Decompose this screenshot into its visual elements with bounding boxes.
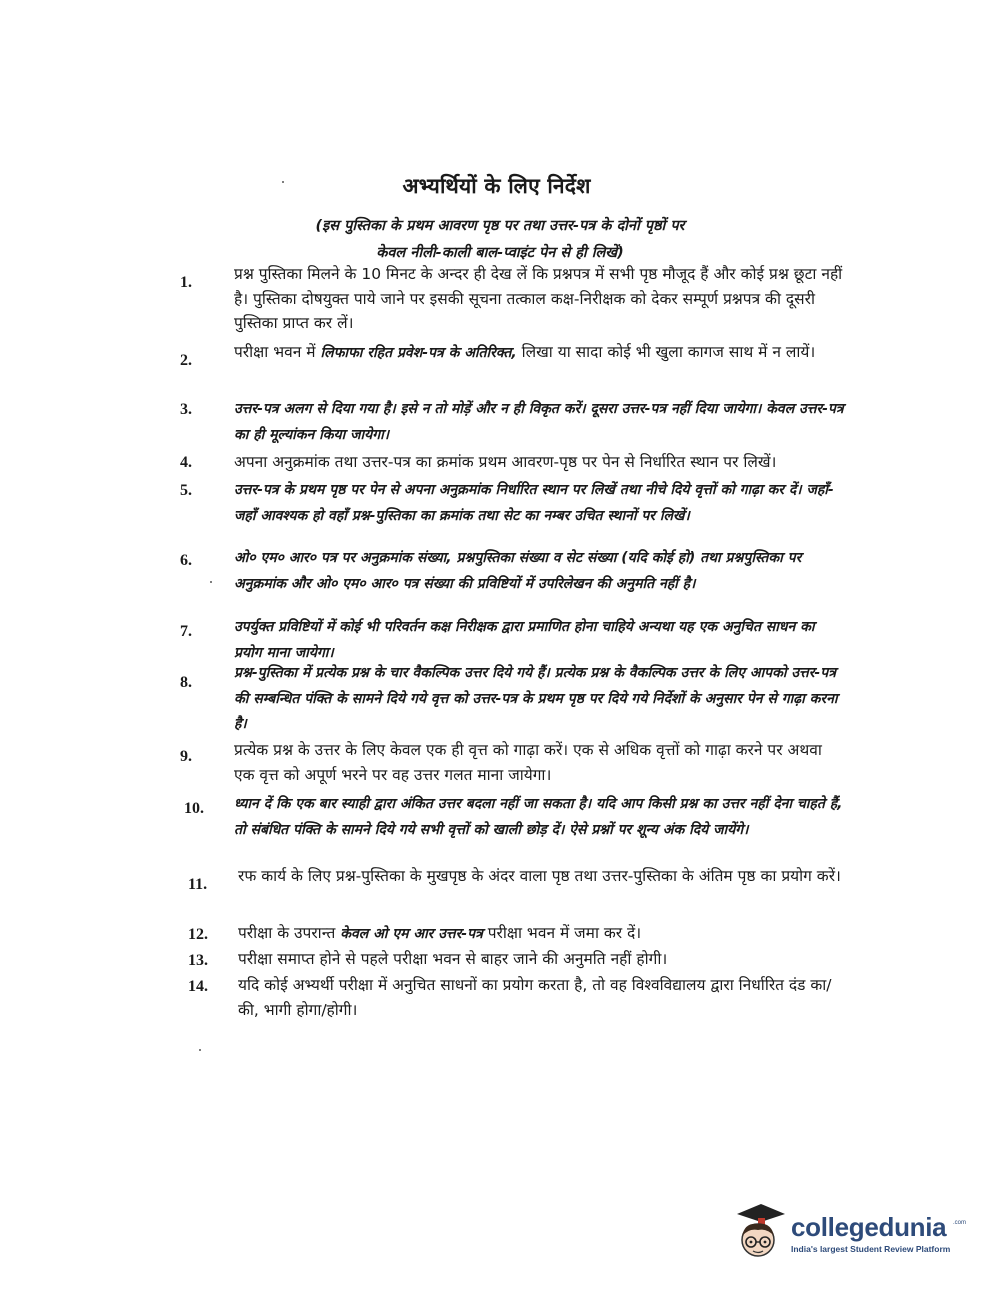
instruction-text-part: परीक्षा भवन में जमा कर दें।: [482, 924, 642, 942]
instruction-number: 5.: [180, 482, 192, 499]
instruction-text-part: लिखा या सादा कोई भी खुला कागज साथ में न लायें।: [516, 343, 816, 361]
instruction-number: 13.: [188, 952, 208, 969]
instruction-text: यदि कोई अभ्यर्थी परीक्षा में अनुचित साधनों का प्रयोग करता है, तो वह विश्वविद्यालय द्वारा निर्धारित दंड का/की, भागी होगा/होगी।: [238, 976, 832, 1019]
instruction-text: [238, 921, 848, 947]
instruction-text: ओ० एम० आर० पत्र पर अनुक्रमांक संख्या, प्रश्नपुस्तिका संख्या व सेट संख्या (यदि कोई हो) तथा प्रश्नपुस्तिका पर अनुक्रमांक और ओ० एम० आर० पत्र संख्या की प्रविष्टियों में उपरिलेखन की अनुमति नहीं है।: [234, 550, 802, 592]
instruction-text: रफ कार्य के लिए प्रश्न-पुस्तिका के मुखपृष्ठ के अंदर वाला पृष्ठ तथा उत्तर-पुस्तिका के अंतिम पृष्ठ का प्रयोग करें।: [238, 867, 841, 885]
scan-speck: [282, 181, 284, 183]
instruction-text: [234, 340, 844, 366]
instruction-number: 7.: [180, 623, 192, 640]
instruction-number: 8.: [180, 674, 192, 691]
instruction-number: 2.: [180, 352, 192, 369]
page-subtitle: [180, 213, 820, 267]
instruction-text: प्रश्न-पुस्तिका में प्रत्येक प्रश्न के चार वैकल्पिक उत्तर दिये गये हैं। प्रत्येक प्रश्न के वैकल्पिक उत्तर के लिए आपको उत्तर-पत्र की सम्बन्धित पंक्ति के सामने दिये गये वृत्त को उत्तर-पत्र के प्रथम पृष्ठ पर दिये गये निर्देशों के अनुसार पेन से गाढ़ा करना है।: [234, 665, 838, 732]
instruction-number: 4.: [180, 454, 192, 471]
instruction-number: 9.: [180, 748, 192, 765]
instruction-text: प्रत्येक प्रश्न के उत्तर के लिए केवल एक ही वृत्त को गाढ़ा करें। एक से अधिक वृत्तों को गाढ़ा करने पर अथवा एक वृत्त को अपूर्ण भरने पर वह उत्तर गलत माना जायेगा।: [234, 741, 822, 784]
subtitle-line-2: केवल नीली-काली बाल-प्वाइंट पेन से ही लिखें): [376, 245, 624, 261]
instruction-number: 1.: [180, 274, 192, 291]
logo-wordmark: collegedunia: [791, 1212, 947, 1242]
instruction-text: उत्तर-पत्र अलग से दिया गया है। इसे न तो मोड़ें और न ही विकृत करें। दूसरा उत्तर-पत्र नहीं दिया जायेगा। केवल उत्तर-पत्र का ही मूल्यांकन किया जायेगा।: [234, 401, 844, 443]
instruction-number: 3.: [180, 401, 192, 418]
scan-speck: [199, 1049, 201, 1051]
subtitle-line-1: (इस पुस्तिका के प्रथम आवरण पृष्ठ पर तथा उत्तर-पत्र के दोनों पृष्ठों पर: [315, 218, 685, 234]
logo-domain-suffix: .com: [953, 1220, 967, 1226]
instruction-text-emphasis: केवल ओ एम आर उत्तर-पत्र: [340, 926, 483, 942]
instruction-number: 14.: [188, 978, 208, 995]
instruction-text-part: परीक्षा के उपरान्त: [238, 924, 341, 942]
instruction-text: उत्तर-पत्र के प्रथम पृष्ठ पर पेन से अपना अनुक्रमांक निर्धारित स्थान पर लिखें तथा नीचे दिये वृत्तों को गाढ़ा कर दें। जहाँ-जहाँ आवश्यक हो वहाँ प्रश्न-पुस्तिका का क्रमांक तथा सेट का नम्बर उचित स्थानों पर लिखें।: [234, 482, 834, 524]
instruction-text-emphasis: लिफाफा रहित प्रवेश-पत्र के अतिरिक्त,: [320, 345, 517, 361]
instruction-number: 6.: [180, 552, 192, 569]
instruction-text-part: परीक्षा भवन में: [234, 343, 321, 361]
collegedunia-logo: [731, 1200, 971, 1260]
instruction-text: ध्यान दें कि एक बार स्याही द्वारा अंकित उत्तर बदला नहीं जा सकता है। यदि आप किसी प्रश्न का उत्तर नहीं देना चाहते हैं, तो संबंधित पंक्ति के सामने दिये गये सभी वृत्तों को खाली छोड़ दें। ऐसे प्रश्नों पर शून्य अंक दिये जायेंगे।: [234, 796, 843, 838]
instruction-number: 11.: [188, 876, 208, 893]
instruction-number: 10.: [184, 800, 204, 817]
mascot-logo-icon: [731, 1200, 787, 1260]
instruction-text: परीक्षा समाप्त होने से पहले परीक्षा भवन से बाहर जाने की अनुमति नहीं होगी।: [238, 950, 668, 968]
logo-tagline: India's largest Student Review Platform: [791, 1244, 951, 1254]
instruction-number: 12.: [188, 926, 208, 943]
instruction-text: अपना अनुक्रमांक तथा उत्तर-पत्र का क्रमांक प्रथम आवरण-पृष्ठ पर पेन से निर्धारित स्थान पर लिखें।: [234, 453, 777, 471]
instruction-text: प्रश्न पुस्तिका मिलने के 10 मिनट के अन्दर ही देख लें कि प्रश्नपत्र में सभी पृष्ठ मौजूद हैं और कोई प्रश्न छूटा नहीं है। पुस्तिका दोषयुक्त पाये जाने पर इसकी सूचना तत्काल कक्ष-निरीक्षक को देकर सम्पूर्ण प्रश्नपत्र की दूसरी पुस्तिका प्राप्त कर लें।: [234, 265, 843, 332]
page-title: अभ्यर्थियों के लिए निर्देश: [402, 174, 591, 198]
scan-speck: [210, 581, 212, 583]
instruction-text: उपर्युक्त प्रविष्टियों में कोई भी परिवर्तन कक्ष निरीक्षक द्वारा प्रमाणित होना चाहिये अन्यथा यह एक अनुचित साधन का प्रयोग माना जायेगा।: [234, 619, 815, 661]
